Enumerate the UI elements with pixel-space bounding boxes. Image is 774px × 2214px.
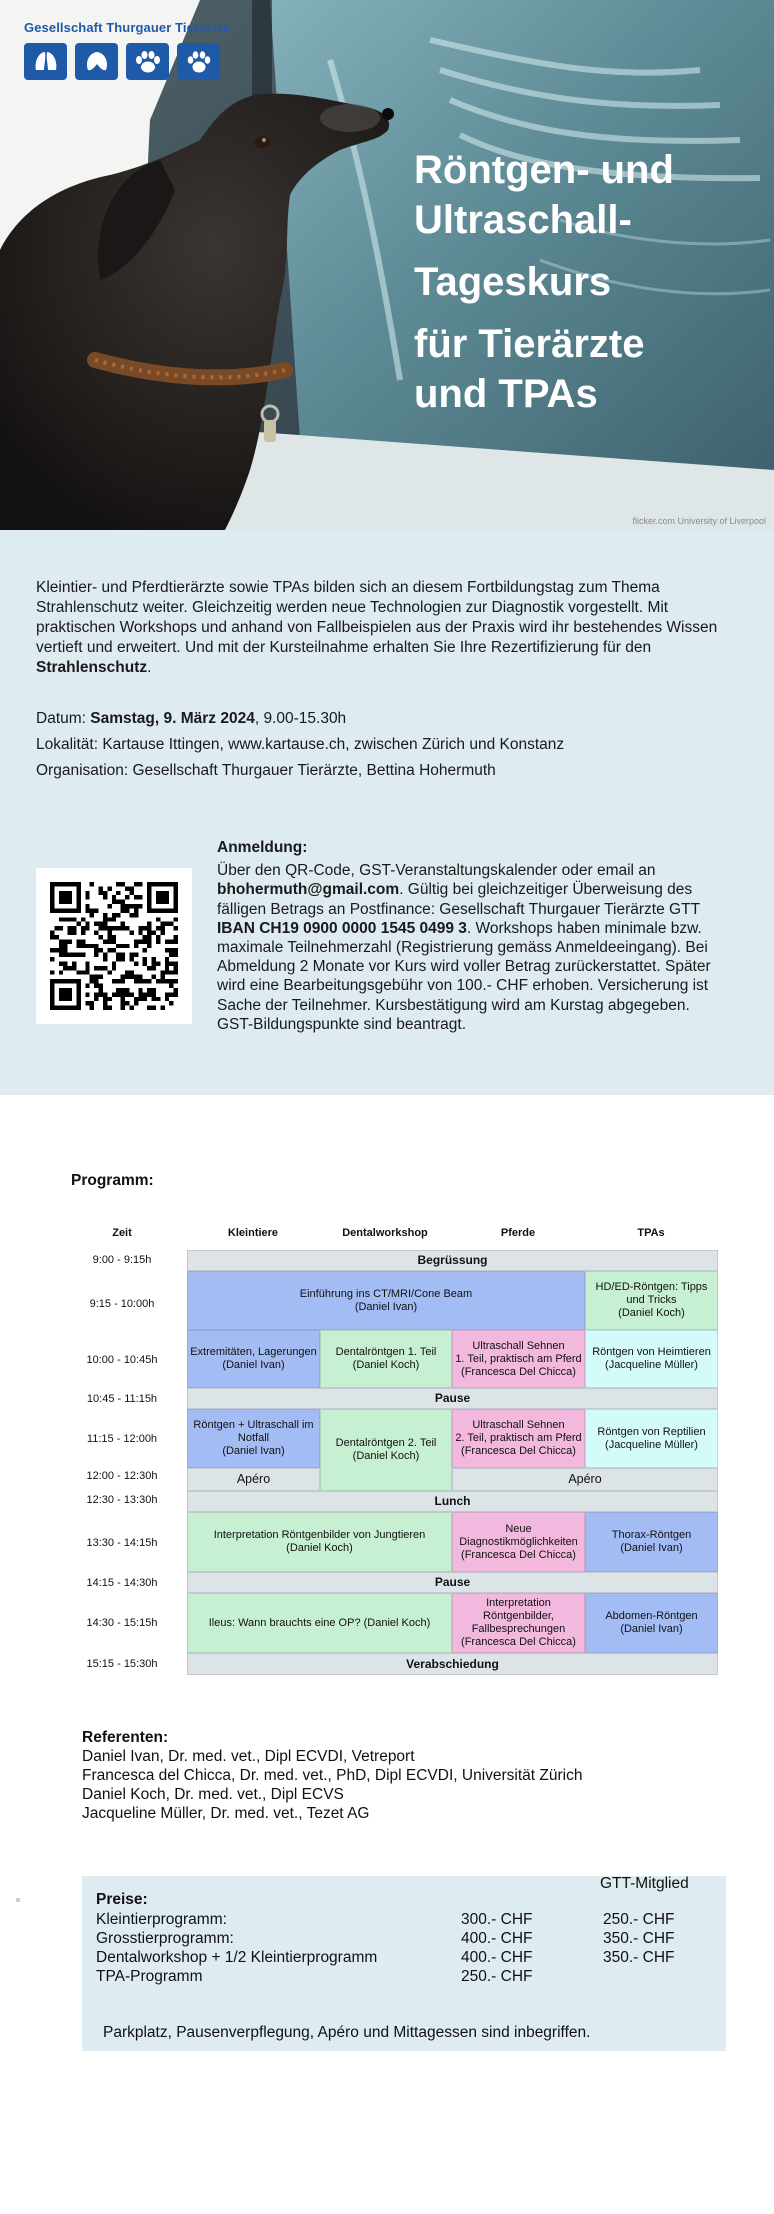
time-slot: 10:45 - 11:15h (86, 1393, 158, 1405)
speakers-section (82, 1728, 582, 1823)
cell-lunch: Lunch (187, 1491, 718, 1512)
registration-iban: IBAN CH19 0900 0000 1545 0499 3 (217, 919, 467, 937)
cell-pause-2: Pause (187, 1572, 718, 1593)
title-line: für Tierärzte (414, 322, 645, 366)
time-slot: 12:30 - 13:30h (86, 1494, 158, 1506)
cell-jungtiere: Interpretation Röntgenbilder von Jungtieren (Daniel Koch) (187, 1512, 452, 1572)
event-facts (36, 706, 564, 784)
speaker-item: Francesca del Chicca, Dr. med. vet., PhD, Dipl ECVDI, Universität Zürich (82, 1767, 583, 1784)
hero-banner (0, 0, 774, 530)
price-label: Dentalworkshop + 1/2 Kleintierprogramm (96, 1949, 378, 1966)
event-date (36, 706, 564, 732)
paw-icon (177, 43, 220, 80)
header-tpas: TPAs (637, 1227, 665, 1239)
price-member: 350.- CHF (603, 1949, 675, 1966)
title-line: Ultraschall- (414, 198, 632, 242)
cell-sehnen-2: Ultraschall Sehnen 2. Teil, praktisch am Pferd (Francesca Del Chicca) (452, 1409, 585, 1468)
time-slot: 14:30 - 15:15h (86, 1617, 158, 1629)
date-bold: Samstag, 9. März 2024 (90, 710, 255, 727)
registration-qr-code[interactable] (36, 868, 192, 1024)
cell-hd-ed: HD/ED-Röntgen: Tipps und Tricks (Daniel Koch) (585, 1271, 718, 1330)
time-slot: 9:15 - 10:00h (89, 1298, 155, 1310)
header-pferde: Pferde (500, 1227, 536, 1239)
price-regular: 400.- CHF (461, 1930, 533, 1947)
price-label: TPA-Programm (96, 1968, 203, 1985)
hero-title (414, 145, 674, 419)
cell-einfuehrung: Einführung ins CT/MRI/Cone Beam (Daniel Ivan) (187, 1271, 585, 1330)
price-label: Grosstierprogramm: (96, 1930, 234, 1947)
cell-ileus: Ileus: Wann brauchts eine OP? (Daniel Koch) (187, 1593, 452, 1653)
program-title: Programm: (71, 1172, 154, 1189)
cell-neue-diagnostik: Neue Diagnostikmöglichkeiten (Francesca Del Chicca) (452, 1512, 585, 1572)
stray-dot (16, 1898, 20, 1902)
header-dentalworkshop: Dentalworkshop (342, 1227, 428, 1239)
hoof-icon (24, 43, 67, 80)
intro-text: Kleintier- und Pferdtierärzte sowie TPAs bilden sich an diesem Fortbildungstag zum Thema Strahlenschutz weiter. Gleichzeitig werden neue Technologien zur Diagnostik vorgestellt. Mit praktischen Workshops und anhand von Fallbeispielen aus der Praxis wird ihr bestehendes Wissen vertieft und erweitert. Und mit der Kursteilnahme erhalten Sie Ihre Rezertifizierung für den (36, 579, 718, 656)
title-line: Röntgen- und (414, 148, 674, 192)
speaker-item: Daniel Ivan, Dr. med. vet., Dipl ECVDI, Vetreport (82, 1748, 415, 1765)
cell-pause-1: Pause (187, 1388, 718, 1409)
price-member: 350.- CHF (603, 1930, 675, 1947)
prices-note: Parkplatz, Pausenverpflegung, Apéro und Mittagessen sind inbegriffen. (103, 2024, 591, 2041)
cell-heimtiere: Röntgen von Heimtieren (Jacqueline Müller) (585, 1330, 718, 1388)
info-panel (0, 530, 774, 1095)
paw-icon (126, 43, 169, 80)
event-organisation: Organisation: Gesellschaft Thurgauer Tierärzte, Bettina Hohermuth (36, 762, 496, 779)
date-label: Datum: (36, 710, 91, 727)
time-slot: 13:30 - 14:15h (86, 1537, 158, 1549)
price-regular: 400.- CHF (461, 1949, 533, 1966)
cell-abdomen: Abdomen-Röntgen (Daniel Ivan) (585, 1593, 718, 1653)
cell-dental-2: Dentalröntgen 2. Teil (Daniel Koch) (320, 1409, 452, 1491)
prices-title: Preise: (96, 1891, 148, 1908)
cell-dental-1: Dentalröntgen 1. Teil (Daniel Koch) (320, 1330, 452, 1388)
hoof-icon (75, 43, 118, 80)
time-slot: 12:00 - 12:30h (86, 1470, 158, 1482)
registration-text (217, 838, 729, 1034)
speaker-item: Daniel Koch, Dr. med. vet., Dipl ECVS (82, 1786, 344, 1803)
org-logo (24, 20, 230, 80)
registration-part3: . Workshops haben minimale bzw. maximale Teilnehmerzahl (Registrierung gemäss Anmeldeeingang). Bei Abmeldung 2 Monate vor Kurs wird voller Betrag zurückerstattet. Später wird eine Bearbeitungsgebühr von 100.- CHF erhoben. Versicherung ist Sache der Teilnehmer. Kursbestätigung wird am Kurstag abgegeben. GST-Bildungspunkte sind beantragt. (217, 919, 711, 1033)
event-location: Lokalität: Kartause Ittingen, www.kartause.ch, zwischen Zürich und Konstanz (36, 736, 565, 753)
cell-interpretation-pferd: Interpretation Röntgenbilder, Fallbesprechungen (Francesca Del Chicca) (452, 1593, 585, 1653)
registration-title: Anmeldung: (217, 839, 308, 856)
header-zeit: Zeit (112, 1227, 132, 1239)
registration-part2: . Gültig bei gleichzeitiger Überweisung des fälligen Betrags an Postfinance: Gesellschaft Thurgauer Tierärzte GTT (217, 881, 700, 918)
title-line: Tageskurs (414, 260, 612, 304)
qr-code-icon (50, 882, 178, 1010)
cell-sehnen-1: Ultraschall Sehnen 1. Teil, praktisch am Pferd (Francesca Del Chicca) (452, 1330, 585, 1388)
photo-credit: flicker.com University of Liverpool (632, 516, 766, 526)
speakers-title: Referenten: (82, 1729, 169, 1746)
time-slot: 15:15 - 15:30h (86, 1658, 158, 1670)
cell-verabschiedung: Verabschiedung (187, 1653, 718, 1675)
price-member: 250.- CHF (603, 1911, 675, 1928)
cell-apero-left: Apéro (187, 1468, 320, 1491)
time-slot: 10:00 - 10:45h (86, 1354, 158, 1366)
cell-apero-right: Apéro (452, 1468, 718, 1491)
intro-bold: Strahlenschutz (36, 659, 148, 676)
title-line: und TPAs (414, 372, 598, 416)
price-regular: 250.- CHF (461, 1968, 533, 1985)
price-label: Kleintierprogramm: (96, 1911, 227, 1928)
registration-email[interactable]: bhohermuth@gmail.com (217, 881, 400, 899)
speaker-item: Jacqueline Müller, Dr. med. vet., Tezet AG (82, 1805, 370, 1822)
time-slot: 14:15 - 14:30h (86, 1577, 158, 1589)
date-rest: , 9.00-15.30h (254, 710, 347, 727)
time-slot: 9:00 - 9:15h (92, 1254, 152, 1266)
member-price-header: GTT-Mitglied (600, 1875, 689, 1892)
cell-reptilien: Röntgen von Reptilien (Jacqueline Müller) (585, 1409, 718, 1468)
time-slot: 11:15 - 12:00h (86, 1433, 158, 1445)
cell-notfall: Röntgen + Ultraschall im Notfall (Daniel Ivan) (187, 1409, 320, 1468)
price-regular: 300.- CHF (461, 1911, 533, 1928)
intro-end: . (147, 659, 152, 676)
header-kleintiere: Kleintiere (227, 1227, 279, 1239)
intro-paragraph (36, 578, 736, 678)
org-name: Gesellschaft Thurgauer Tierärzte (24, 20, 230, 35)
cell-begruessung: Begrüssung (187, 1250, 718, 1271)
cell-thorax: Thorax-Röntgen (Daniel Ivan) (585, 1512, 718, 1572)
cell-extremitaeten: Extremitäten, Lagerungen (Daniel Ivan) (187, 1330, 320, 1388)
registration-part1: Über den QR-Code, GST-Veranstaltungskalender oder email an (217, 862, 656, 880)
